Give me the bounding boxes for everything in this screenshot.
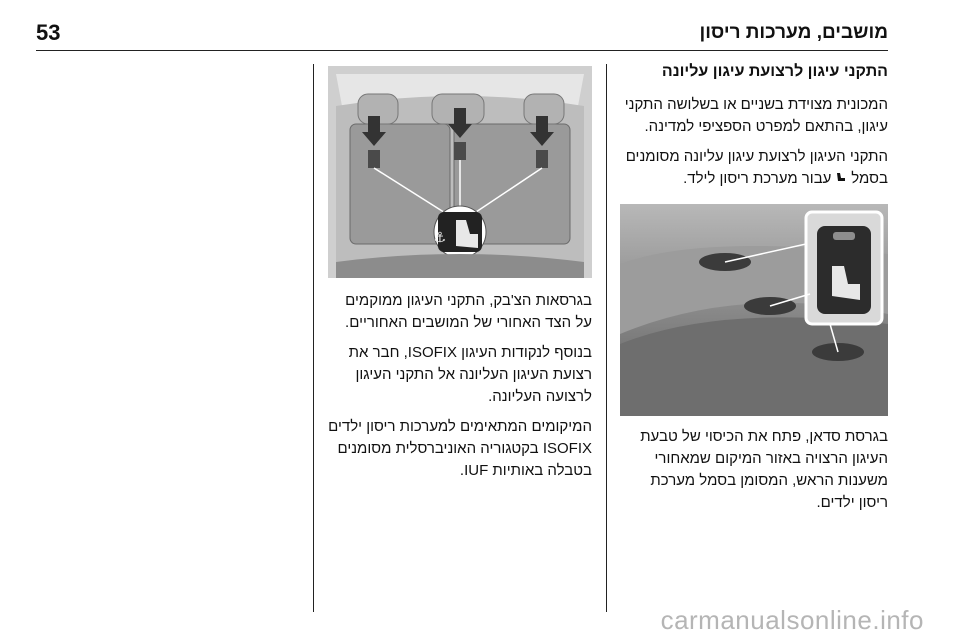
middle-column xyxy=(328,66,592,490)
paragraph-anchors-count: המכונית מצוידת בשניים או בשלושה התקני עיגון, בהתאם למפרט הספציפי למדינה. xyxy=(624,96,888,135)
column-divider-right xyxy=(606,64,607,612)
paragraph-anchors-symbol xyxy=(620,146,888,190)
paragraph-hatchback-location: בגרסאות הצ'בק, התקני העיגון ממוקמים על הצד האחורי של המושבים האחוריים. xyxy=(345,292,592,331)
caption-sedan: בגרסת סדאן, פתח את הכיסוי של טבעת העיגון הרצויה באזור המיקום שמאחורי משענות הראש, המסומן בסמל מערכת ריסון ילדים. xyxy=(640,428,888,511)
header-rule xyxy=(36,50,888,51)
watermark: carmanualsonline.info xyxy=(660,605,924,635)
page-number: 53 xyxy=(36,20,61,45)
paragraph-text-after-icon: עבור מערכת ריסון לילד. xyxy=(683,170,832,187)
paragraph-isofix-connect: בנוסף לנקודות העיגון ISOFIX, חבר את רצועת העיגון העליונה אל התקני העיגון לרצועה העליונה. xyxy=(348,344,592,405)
right-column xyxy=(620,60,888,522)
header-title: מושבים, מערכות ריסון xyxy=(699,22,888,43)
page-header xyxy=(36,14,888,54)
child-seat-anchor-icon xyxy=(831,171,847,186)
svg-text:⚓: ⚓ xyxy=(433,230,446,246)
paragraph-iuf-marking: המיקומים המתאימים למערכות ריסון ילדים ISOFIX בקטגוריה האוניברסלית מסומנים בטבלה באותיות IUF. xyxy=(328,418,592,479)
section-heading: התקני עיגון לרצועת עיגון עליונה xyxy=(661,63,888,80)
figure-sedan-anchor xyxy=(620,204,888,416)
figure-hatchback-anchors xyxy=(328,66,592,278)
paragraph-text-before-icon: התקני העיגון לרצועת עיגון עליונה מסומנים בסמל xyxy=(625,148,888,187)
column-divider-left xyxy=(313,64,314,612)
